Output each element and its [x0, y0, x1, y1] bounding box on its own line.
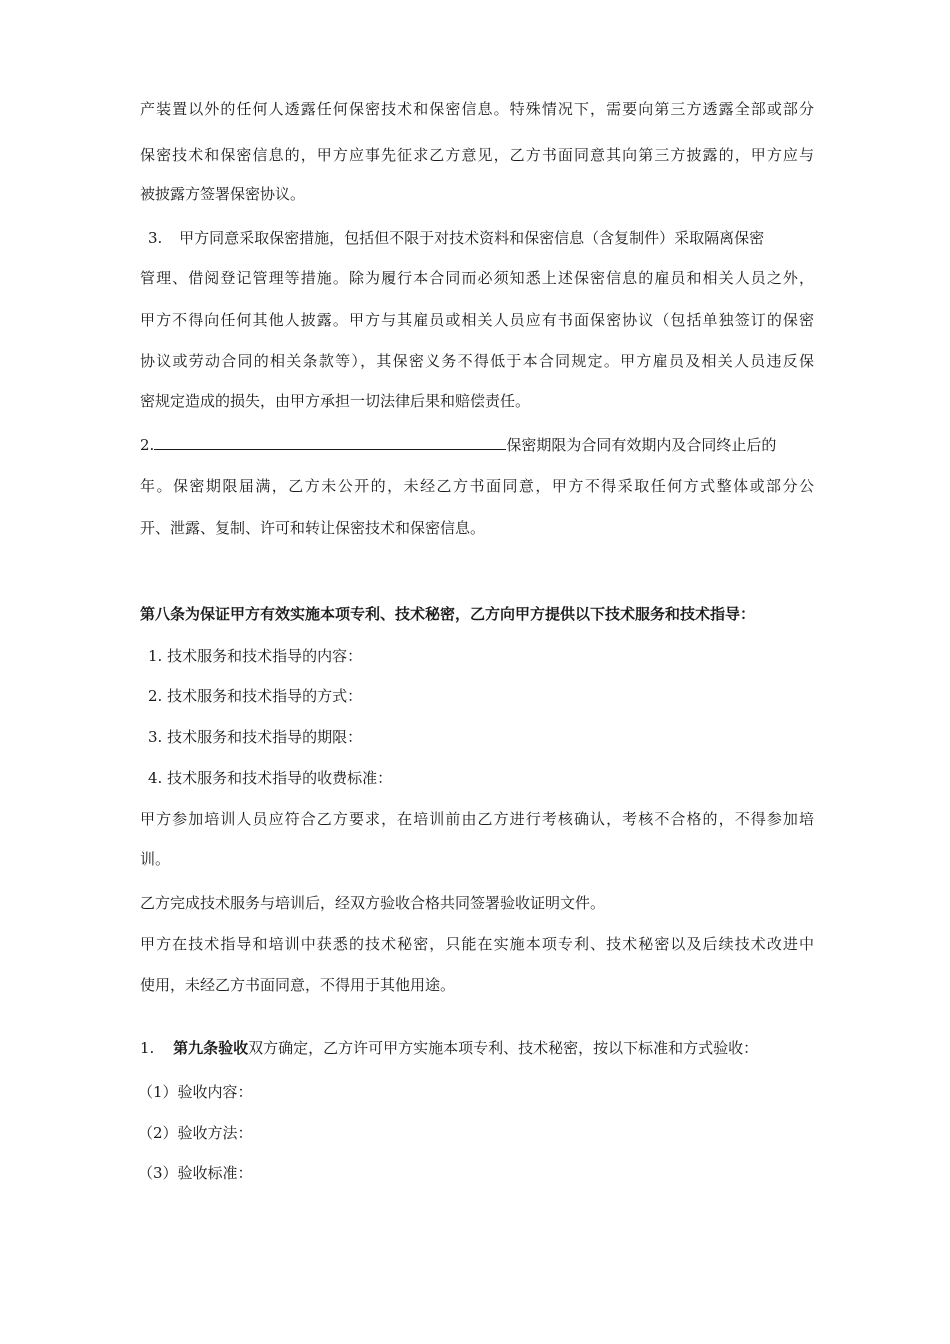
- list-item: （2）验收方法：: [138, 1124, 253, 1142]
- item-number: 3.: [148, 229, 163, 247]
- clause-9-heading-line: [140, 1038, 758, 1058]
- paragraph-line: 开、泄露、复制、许可和转让保密技术和保密信息。: [140, 519, 486, 537]
- clause-9-heading: 第九条验收: [173, 1039, 249, 1057]
- blank-underline: [154, 435, 506, 450]
- list-item: 1. 技术服务和技术指导的内容：: [148, 647, 363, 665]
- item-number: 2.: [140, 436, 155, 454]
- paragraph-line: 甲方不得向任何其他人披露。甲方与其雇员或相关人员应有书面保密协议（包括单独签订的保密: [140, 311, 814, 329]
- paragraph-line: 使用，未经乙方书面同意，不得用于其他用途。: [140, 976, 456, 994]
- list-item: 3. 技术服务和技术指导的期限：: [148, 728, 363, 746]
- paragraph-line: 协议或劳动合同的相关条款等），其保密义务不得低于本合同规定。甲方雇员及相关人员违反保: [140, 352, 814, 370]
- paragraph-line: 管理、借阅登记管理等措施。除为履行本合同而必须知悉上述保密信息的雇员和相关人员之外，: [140, 269, 814, 287]
- item-2-first-line: [140, 435, 776, 455]
- paragraph-line: 密规定造成的损失，由甲方承担一切法律后果和赔偿责任。: [140, 392, 531, 410]
- paragraph-line: 产装置以外的任何人透露任何保密技术和保密信息。特殊情况下，需要向第三方透露全部或部分: [140, 100, 814, 118]
- paragraph-line: 甲方在技术指导和培训中获悉的技术秘密，只能在实施本项专利、技术秘密以及后续技术改进中: [140, 935, 814, 953]
- item-number: 1.: [140, 1039, 155, 1057]
- item-3-first-line: [148, 228, 814, 248]
- item-text: 甲方同意采取保密措施，包括但不限于对技术资料和保密信息（含复制件）采取隔离保密: [179, 229, 765, 247]
- list-item: 4. 技术服务和技术指导的收费标准：: [148, 769, 393, 787]
- clause-8-heading: 第八条为保证甲方有效实施本项专利、技术秘密，乙方向甲方提供以下技术服务和技术指导：: [140, 605, 756, 623]
- paragraph-line: 保密技术和保密信息的，甲方应事先征求乙方意见，乙方书面同意其向第三方披露的，甲方应与: [140, 146, 814, 164]
- list-item: （1）验收内容：: [138, 1083, 253, 1101]
- paragraph-line: 年。保密期限届满，乙方未公开的，未经乙方书面同意，甲方不得采取任何方式整体或部分公: [140, 477, 814, 495]
- paragraph-line: 甲方参加培训人员应符合乙方要求，在培训前由乙方进行考核确认，考核不合格的，不得参加培: [140, 810, 814, 828]
- list-item: （3）验收标准：: [138, 1164, 253, 1182]
- paragraph-line: 乙方完成技术服务与培训后，经双方验收合格共同签署验收证明文件。: [140, 894, 606, 912]
- paragraph-line: 被披露方签署保密协议。: [140, 185, 306, 203]
- list-item: 2. 技术服务和技术指导的方式：: [148, 687, 363, 705]
- paragraph-line: 训。: [140, 850, 171, 868]
- item-text: 保密期限为合同有效期内及合同终止后的: [506, 436, 777, 454]
- clause-9-text: 双方确定，乙方许可甲方实施本项专利、技术秘密，按以下标准和方式验收：: [248, 1039, 759, 1057]
